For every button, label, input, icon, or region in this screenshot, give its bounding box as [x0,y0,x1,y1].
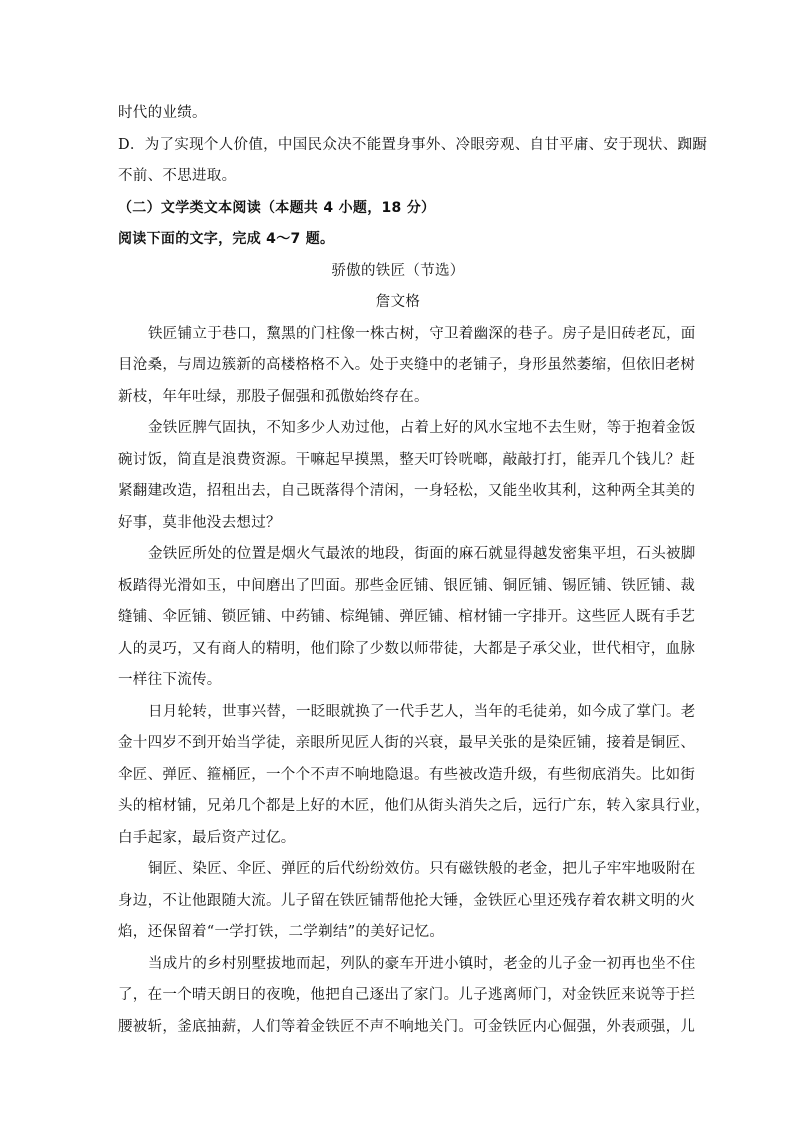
paragraph-line: 新枝，年年吐绿，那股子倔强和孤傲始终存在。 [118,388,429,405]
paragraph-line: 了，在一个晴天朗日的夜晚，他把自己逐出了家门。儿子逃离师门，对金铁匠来说等于拦 [118,987,696,1003]
paragraph-line: 铁匠铺立于巷口，黧黑的门柱像一株古树，守卫着幽深的巷子。房子是旧砖老瓦，面 [148,325,696,342]
paragraph-line: 伞匠、弹匠、箍桶匠，一个个不声不响地隐退。有些被改造升级，有些彻底消失。比如街 [118,766,696,783]
paragraph-line: 焰，还保留着“一学打铁，二学剃结”的美好记忆。 [118,924,445,940]
paragraph-line: 白手起家，最后资产过亿。 [118,829,296,846]
paragraph-line: 日月轮转，世事兴替，一眨眼就换了一代手艺人，当年的毛徒弟，如今成了掌门。老 [148,703,696,720]
paragraph-line: 好事，莫非他没去想过？ [118,514,281,531]
article-paragraph [118,697,710,855]
paragraph-line: 当成片的乡村别墅拔地而起，列队的豪车开进小镇时，老金的儿子金一初再也坐不住 [148,955,696,972]
article-paragraph [118,854,696,949]
paragraph-line: 目沧桑，与周边簇新的高楼格格不入。处于夹缝中的老铺子，身形虽然萎缩，但依旧老树 [118,357,696,373]
paragraph-line: 金铁匠所处的位置是烟火气最浓的地段，街面的麻石就显得越发密集平坦，石头被脚 [148,546,696,562]
paragraph-line: 金铁匠脾气固执，不知多少人劝过他，占着上好的风水宝地不去生财，等于抱着金饭 [148,420,696,436]
paragraph-line: 板踏得光滑如玉，中间磨出了凹面。那些金匠铺、银匠铺、铜匠铺、锡匠铺、铁匠铺、裁 [118,577,696,594]
paragraph-line: 一样往下流传。 [118,672,222,688]
paragraph-line: 身边，不让他跟随大流。儿子留在铁匠铺帮他抡大锤，金铁匠心里还残存着农耕文明的火 [118,892,696,909]
option-d-line-2: 不前、不思进取。 [118,168,237,184]
section-heading: （二）文学类文本阅读（本题共 4 小题，18 分） [118,199,436,216]
paragraph-line: 碗讨饭，简直是浪费资源。干嘛起早摸黑，整天叮铃咣啷，敲敲打打，能弄几个钱儿？赶 [118,451,696,468]
reading-instruction: 阅读下面的文字，完成 4～7 题。 [118,231,335,247]
paragraph-line: 腰被斩，釜底抽薪，人们等着金铁匠不声不响地关门。可金铁匠内心倔强，外表顽强，儿 [118,1018,696,1035]
prev-answer-tail: 时代的业绩。 [118,105,207,121]
article-paragraph [118,319,696,414]
paragraph-line: 人的灵巧，又有商人的精明，他们除了少数以师带徒，大都是子承父业，世代相守，血脉 [118,640,696,657]
option-d-line-1: D．为了实现个人价值，中国民众决不能置身事外、冷眼旁观、自甘平庸、安于现状、踟蹰 [118,136,708,153]
paragraph-line: 头的棺材铺，兄弟几个都是上好的木匠，他们从街头消失之后，远行广东，转入家具行业， [118,798,710,814]
article-author: 詹文格 [375,294,421,310]
paragraph-line: 缝铺、伞匠铺、锁匠铺、中药铺、棕绳铺、弹匠铺、棺材铺一字排开。这些匠人既有手艺 [118,609,696,625]
article-title: 骄傲的铁匠（节选） [331,262,465,279]
article-paragraph [118,949,696,1044]
article-body [118,319,710,1044]
article-paragraph [118,413,696,539]
document-page [118,98,710,1043]
article-paragraph [118,539,696,697]
paragraph-line: 紧翻建改造，招租出去，自己既落得个清闲，一身轻松，又能坐收其利，这种两全其美的 [118,483,696,499]
paragraph-line: 铜匠、染匠、伞匠、弹匠的后代纷纷效仿。只有磁铁般的老金，把儿子牢牢地吸附在 [148,861,696,877]
paragraph-line: 金十四岁不到开始当学徒，亲眼所见匠人街的兴衰，最早关张的是染匠铺，接着是铜匠、 [118,735,696,751]
